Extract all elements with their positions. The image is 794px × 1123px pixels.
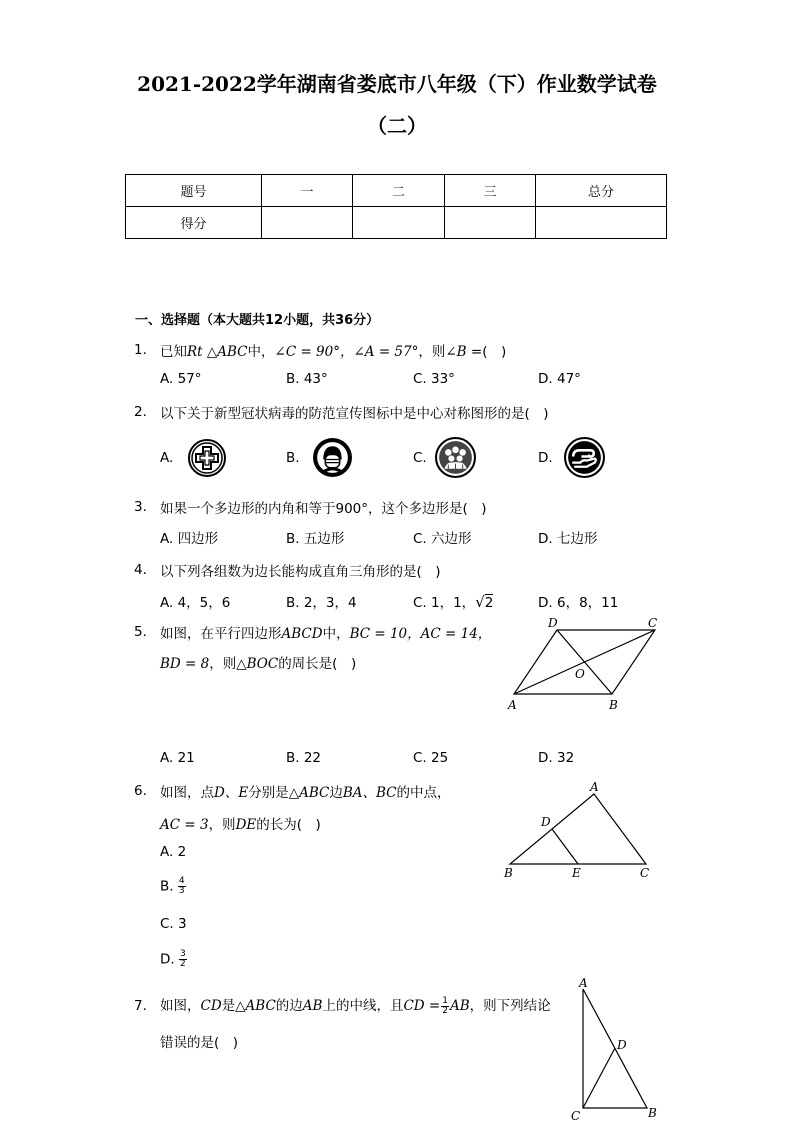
question-number: 1. bbox=[134, 342, 147, 358]
q-text: 如图， bbox=[160, 998, 201, 1014]
question-3-text: 如果一个多边形的内角和等于900°，这个多边形是( ) bbox=[160, 501, 487, 517]
score-header-cell: 一 bbox=[262, 175, 353, 207]
crowd-icon bbox=[435, 437, 476, 478]
question-5-line2 bbox=[160, 652, 356, 672]
option-d-label: D. bbox=[160, 951, 175, 968]
question-number: 3. bbox=[134, 499, 147, 515]
q-math: CD bbox=[200, 998, 222, 1014]
q-math: △ABC bbox=[235, 998, 276, 1014]
q-math: BD = 8 bbox=[160, 656, 210, 672]
label-c: C bbox=[640, 866, 650, 880]
option-b[interactable]: B. 22 bbox=[286, 750, 322, 766]
q-text: 边 bbox=[329, 785, 343, 801]
q-text: 的中点， bbox=[396, 785, 451, 801]
option-b[interactable]: B. bbox=[286, 450, 300, 466]
triangle-midpoint-figure bbox=[500, 778, 665, 883]
score-cell[interactable] bbox=[262, 207, 353, 239]
question-number: 2. bbox=[134, 404, 147, 420]
label-d: D bbox=[548, 616, 558, 630]
q-text: 中， bbox=[247, 344, 275, 360]
q-text: ，则下列结论 bbox=[469, 998, 551, 1014]
q-math: D、E bbox=[214, 785, 249, 801]
q-math: △ABC bbox=[288, 785, 330, 801]
question-1-text bbox=[160, 340, 506, 360]
question-5-line1 bbox=[160, 622, 491, 642]
label-a: A bbox=[508, 698, 517, 712]
option-d[interactable]: D. 6，8，11 bbox=[538, 595, 619, 611]
q-text: 是 bbox=[221, 998, 236, 1014]
label-d: D bbox=[541, 815, 551, 829]
label-b: B bbox=[609, 698, 618, 712]
exam-title-line2: （二） bbox=[367, 114, 427, 138]
q-text: ，则 bbox=[209, 656, 237, 672]
q-text: ，则 bbox=[208, 817, 236, 833]
option-a[interactable]: A. 2 bbox=[160, 844, 187, 860]
q-math: ABCD bbox=[281, 626, 323, 642]
fraction-denominator: 2 bbox=[179, 959, 186, 969]
q-math: Rt △ABC bbox=[187, 344, 248, 360]
q-math: AC = 3 bbox=[160, 817, 209, 833]
option-c[interactable]: C. 六边形 bbox=[413, 531, 472, 547]
option-a[interactable]: A. 四边形 bbox=[160, 531, 219, 547]
q-math: △BOC bbox=[236, 656, 279, 672]
option-a[interactable]: A. 57° bbox=[160, 371, 202, 387]
label-b: B bbox=[504, 866, 513, 880]
right-triangle-figure bbox=[565, 975, 665, 1123]
sqrt-value: 2 bbox=[484, 595, 494, 611]
fraction-denominator: 3 bbox=[178, 886, 185, 896]
label-o: O bbox=[575, 667, 585, 681]
q-text: 的周长是( ) bbox=[278, 656, 357, 672]
score-cell[interactable] bbox=[353, 207, 445, 239]
option-a[interactable]: A. bbox=[160, 450, 174, 466]
q-text: 已知 bbox=[160, 344, 187, 360]
question-2-text: 以下关于新型冠状病毒的防范宣传图标中是中心对称图形的是( ) bbox=[160, 406, 549, 422]
question-7-line1 bbox=[160, 994, 551, 1016]
option-a[interactable]: A. 4，5，6 bbox=[160, 595, 231, 611]
q-text: ，则 bbox=[418, 344, 446, 360]
label-c: C bbox=[648, 616, 658, 630]
q-math: BA、BC bbox=[342, 785, 397, 801]
q-math: DE bbox=[235, 817, 257, 833]
label-a: A bbox=[579, 976, 588, 990]
option-d[interactable] bbox=[160, 950, 187, 969]
q-math: AB bbox=[302, 998, 323, 1014]
label-c: C bbox=[571, 1109, 581, 1123]
question-number: 7. bbox=[134, 998, 147, 1014]
option-d[interactable]: D. 32 bbox=[538, 750, 575, 766]
option-c[interactable]: C. 33° bbox=[413, 371, 455, 387]
fraction-denominator: 2 bbox=[442, 1005, 448, 1016]
option-c[interactable]: C. 3 bbox=[160, 916, 187, 932]
fraction bbox=[441, 997, 449, 1016]
option-c[interactable]: C. bbox=[413, 450, 427, 466]
q-math: ∠C = 90°，∠A = 57° bbox=[274, 344, 419, 360]
exam-title-line1: 2021-2022学年湖南省娄底市八年级（下）作业数学试卷 bbox=[137, 72, 657, 96]
score-header-cell: 三 bbox=[445, 175, 536, 207]
score-table bbox=[125, 174, 667, 239]
q-text: =( ) bbox=[466, 344, 507, 360]
masked-person-icon bbox=[312, 437, 353, 478]
q-text: 如图，在平行四边形 bbox=[160, 626, 282, 642]
question-6-line1 bbox=[160, 781, 451, 801]
question-number: 4. bbox=[134, 562, 147, 578]
fraction-numerator: 4 bbox=[178, 876, 185, 886]
label-d: D bbox=[617, 1038, 627, 1052]
question-7-line2: 错误的是( ) bbox=[160, 1035, 239, 1051]
q-text: 如图，点 bbox=[160, 785, 214, 801]
section-title: 一、选择题（本大题共12小题，共36分） bbox=[135, 313, 380, 328]
option-c-label: C. 1，1， bbox=[413, 595, 476, 611]
sqrt-symbol: √ bbox=[475, 593, 485, 611]
question-number: 6. bbox=[134, 783, 147, 799]
option-c[interactable]: C. 25 bbox=[413, 750, 449, 766]
label-e: E bbox=[572, 866, 581, 880]
option-b[interactable]: B. 2，3，4 bbox=[286, 595, 357, 611]
medical-cross-icon bbox=[187, 438, 227, 478]
score-header-cell: 二 bbox=[353, 175, 445, 207]
label-a: A bbox=[590, 780, 599, 794]
fraction-numerator: 3 bbox=[179, 949, 186, 959]
option-a[interactable]: A. 21 bbox=[160, 750, 195, 766]
option-b-label: B. bbox=[160, 878, 174, 895]
score-cell[interactable] bbox=[445, 207, 536, 239]
q-text: 分别是 bbox=[248, 785, 289, 801]
question-number: 5. bbox=[134, 624, 147, 640]
score-cell[interactable] bbox=[536, 207, 667, 239]
q-text: 的边 bbox=[275, 998, 303, 1014]
q-text: 的长为( ) bbox=[256, 817, 321, 833]
hand-washing-icon bbox=[564, 437, 605, 478]
q-math: AB bbox=[449, 998, 470, 1014]
option-b[interactable]: B. 43° bbox=[286, 371, 328, 387]
parallelogram-figure bbox=[500, 615, 670, 715]
option-d[interactable]: D. 七边形 bbox=[538, 531, 598, 547]
score-header-cell: 题号 bbox=[126, 175, 262, 207]
option-b[interactable] bbox=[160, 877, 186, 896]
option-d[interactable]: D. bbox=[538, 450, 553, 466]
option-c[interactable] bbox=[413, 591, 493, 611]
score-table-score-row bbox=[126, 207, 667, 239]
q-math: BC = 10，AC = 14， bbox=[349, 626, 492, 642]
option-d[interactable]: D. 47° bbox=[538, 371, 581, 387]
q-math: CD = bbox=[403, 998, 441, 1014]
fraction-numerator: 1 bbox=[442, 995, 448, 1006]
score-header-cell: 总分 bbox=[536, 175, 667, 207]
question-4-text: 以下列各组数为边长能构成直角三角形的是( ) bbox=[160, 564, 441, 580]
q-text: 中， bbox=[322, 626, 350, 642]
fraction bbox=[179, 950, 187, 969]
question-6-line2 bbox=[160, 813, 321, 833]
q-text: 上的中线，且 bbox=[322, 998, 404, 1014]
score-row-label: 得分 bbox=[126, 207, 262, 239]
q-math: ∠B bbox=[445, 344, 467, 360]
label-b: B bbox=[648, 1106, 657, 1120]
fraction bbox=[178, 877, 186, 896]
option-b[interactable]: B. 五边形 bbox=[286, 531, 345, 547]
score-table-header-row bbox=[126, 175, 667, 207]
